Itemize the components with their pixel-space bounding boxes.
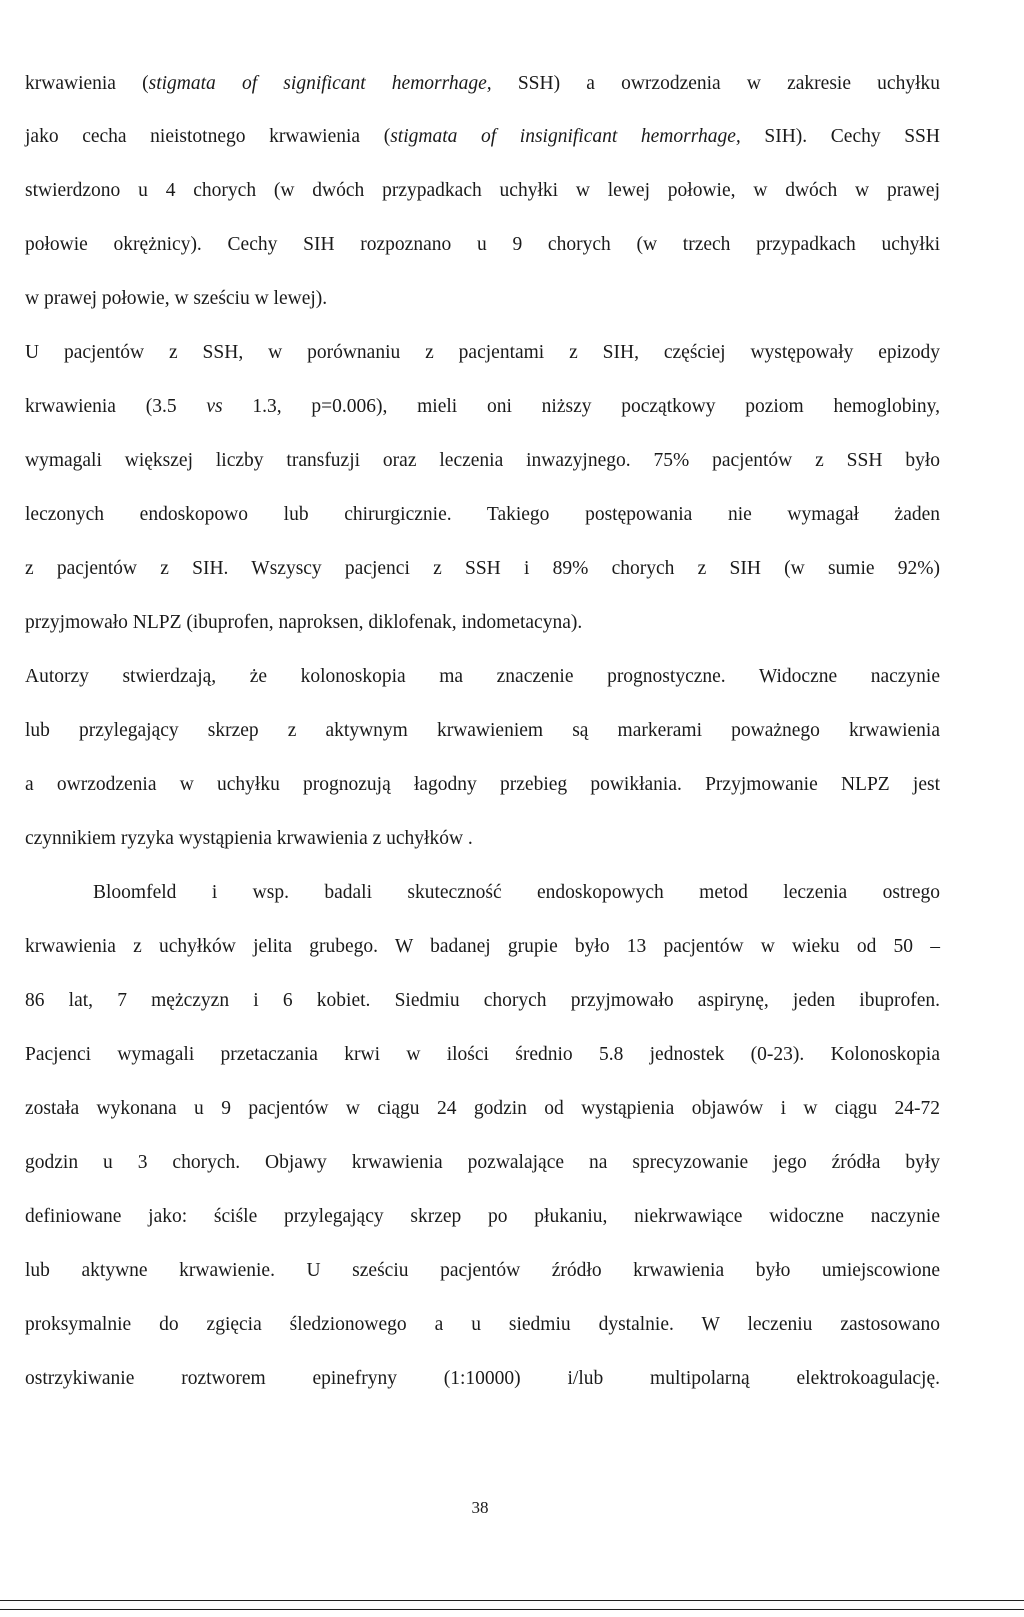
text-line: krwawienia (stigmata of significant hemorrhage, SSH) a owrzodzenia w zakresie uchyłku — [25, 73, 940, 94]
text-line: godzin u 3 chorych. Objawy krwawienia pozwalające na sprecyzowanie jego źródła były — [25, 1152, 940, 1173]
text-line: Autorzy stwierdzają, że kolonoskopia ma znaczenie prognostyczne. Widoczne naczynie — [25, 666, 940, 687]
text-line: lub przylegający skrzep z aktywnym krwawieniem są markerami poważnego krwawienia — [25, 720, 940, 741]
text-line: stwierdzono u 4 chorych (w dwóch przypadkach uchyłki w lewej połowie, w dwóch w prawej — [25, 180, 940, 201]
text-line: leczonych endoskopowo lub chirurgicznie. Takiego postępowania nie wymagał żaden — [25, 504, 940, 525]
text-line: w prawej połowie, w sześciu w lewej). — [25, 288, 328, 309]
text-line: jako cecha nieistotnego krwawienia (stigmata of insignificant hemorrhage, SIH). Cechy SSH — [25, 126, 940, 147]
page-number: 38 — [471, 1498, 489, 1517]
bottom-rule — [0, 1600, 1024, 1601]
text-line: proksymalnie do zgięcia śledzionowego a u siedmiu dystalnie. W leczeniu zastosowano — [25, 1314, 940, 1335]
text-line: definiowane jako: ściśle przylegający skrzep po płukaniu, niekrwawiące widoczne naczynie — [25, 1206, 940, 1227]
text-line: Pacjenci wymagali przetaczania krwi w ilości średnio 5.8 jednostek (0-23). Kolonoskopia — [25, 1044, 940, 1065]
text-line: czynnikiem ryzyka wystąpienia krwawienia z uchyłków . — [25, 828, 473, 849]
text-line: została wykonana u 9 pacjentów w ciągu 24 godzin od wystąpienia objawów i w ciągu 24-72 — [25, 1098, 940, 1119]
text-line: przyjmowało NLPZ (ibuprofen, naproksen, diklofenak, indometacyna). — [25, 612, 583, 633]
text-line: 86 lat, 7 mężczyzn i 6 kobiet. Siedmiu chorych przyjmowało aspirynę, jeden ibuprofen. — [25, 990, 940, 1011]
text-line: lub aktywne krwawienie. U sześciu pacjentów źródło krwawienia było umiejscowione — [25, 1260, 940, 1281]
text-line: a owrzodzenia w uchyłku prognozują łagodny przebieg powikłania. Przyjmowanie NLPZ jest — [25, 774, 940, 795]
text-line: U pacjentów z SSH, w porównaniu z pacjentami z SIH, częściej występowały epizody — [25, 342, 940, 363]
text-line: wymagali większej liczby transfuzji oraz leczenia inwazyjnego. 75% pacjentów z SSH było — [25, 450, 940, 471]
text-line: z pacjentów z SIH. Wszyscy pacjenci z SSH i 89% chorych z SIH (w sumie 92%) — [25, 558, 940, 579]
text-line: ostrzykiwanie roztworem epinefryny (1:10000) i/lub multipolarną elektrokoagulację. — [25, 1368, 940, 1389]
text-line: krwawienia (3.5 vs 1.3, p=0.006), mieli oni niższy początkowy poziom hemoglobiny, — [25, 396, 940, 417]
text-line: Bloomfeld i wsp. badali skuteczność endoskopowych metod leczenia ostrego — [93, 882, 940, 903]
bottom-rule — [0, 1609, 1024, 1610]
text-line: połowie okrężnicy). Cechy SIH rozpoznano u 9 chorych (w trzech przypadkach uchyłki — [25, 234, 940, 255]
text-line: krwawienia z uchyłków jelita grubego. W badanej grupie było 13 pacjentów w wieku od 50 – — [25, 936, 940, 957]
